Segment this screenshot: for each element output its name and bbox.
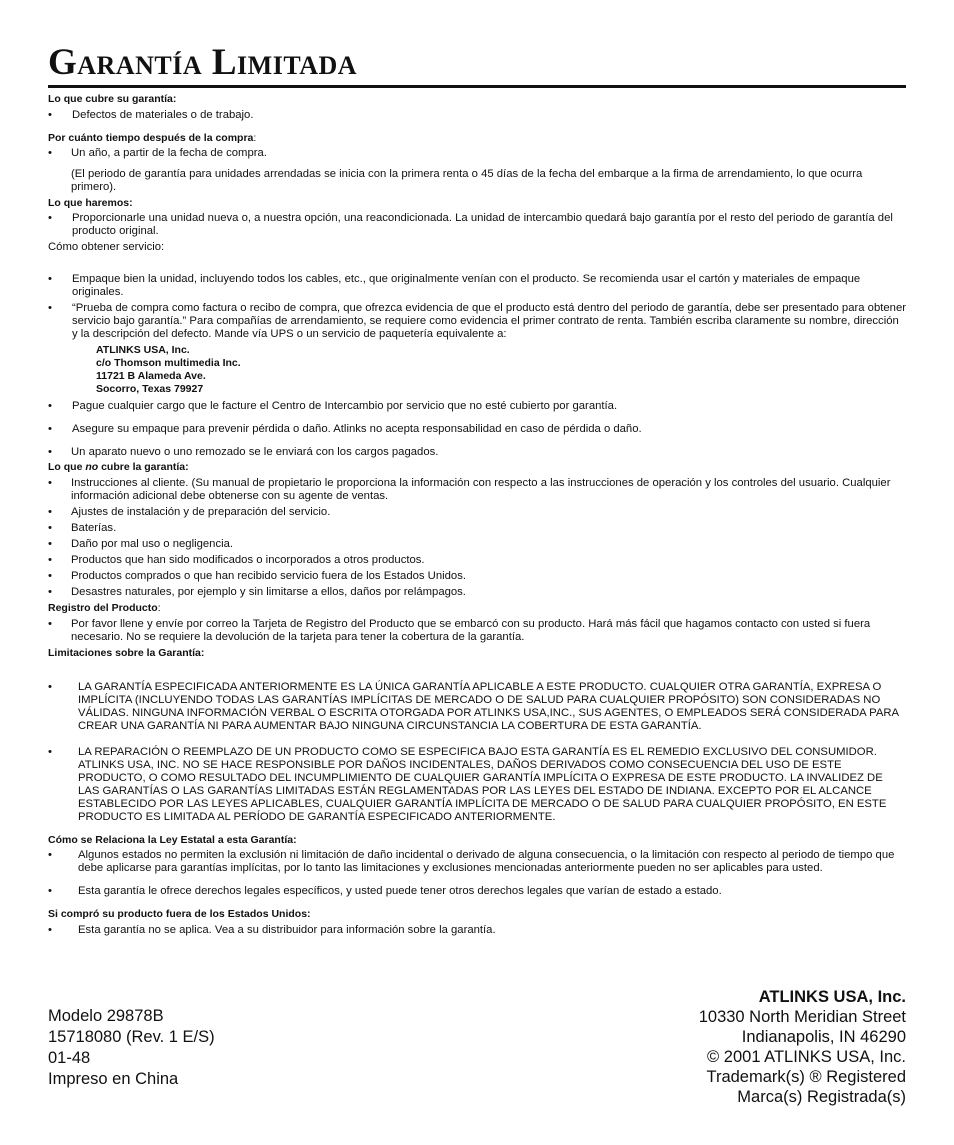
list-item: • Daño por mal uso o negligencia. (48, 538, 906, 551)
trademark-es: Marca(s) Registrada(s) (737, 1088, 906, 1106)
section-heading-state-law: Cómo se Relaciona la Ley Estatal a esta Garantía: (48, 834, 297, 846)
section-heading-not-covered: Lo que no cubre la garantía: (48, 461, 189, 473)
list-item: • Algunos estados no permiten la exclusión ni limitación de daño incidental o derivado de alguna consecuencia, o la limitación con respecto al periodo de tiempo que debe aplicarse para garantías implícitas, por lo tanto las limitaciones y exclusiones mencionadas anteriormente pueden no ser aplicables para usted. (48, 849, 906, 875)
not-covered-list (48, 477, 906, 599)
address-line: Socorro, Texas 79927 (96, 383, 204, 395)
part-number: 15718080 (Rev. 1 E/S) (48, 1028, 215, 1046)
list-item: • Baterías. (48, 522, 906, 535)
warranty-body (48, 93, 906, 937)
list-item: • Esta garantía le ofrece derechos legales específicos, y usted puede tener otros derechos legales que varían de estado a estado. (48, 885, 906, 898)
service-steps-list-2 (48, 400, 906, 459)
printed-in: Impreso en China (48, 1070, 179, 1088)
outside-us-list (48, 924, 906, 937)
limitations-list (48, 681, 906, 824)
covers-list (48, 109, 906, 122)
list-item: • Defectos de materiales o de trabajo. (48, 109, 906, 122)
address-line: ATLINKS USA, Inc. (96, 344, 190, 356)
address-line: 11721 B Alameda Ave. (96, 370, 206, 382)
warranty-page (48, 0, 906, 1145)
duration-list (48, 147, 906, 160)
lease-note: (El periodo de garantía para unidades arrendadas se inicia con la primera renta o 45 días de la fecha del embarque a la firma de arrendamiento, lo que ocurra primero). (71, 168, 863, 193)
section-heading-covers: Lo que cubre su garantía: (48, 93, 177, 105)
title-rule (48, 85, 906, 88)
state-law-list (48, 849, 906, 898)
model-number: Modelo 29878B (48, 1007, 164, 1025)
list-item: • Ajustes de instalación y de preparación del servicio. (48, 506, 906, 519)
address-line: c/o Thomson multimedia Inc. (96, 357, 241, 369)
model-info (48, 1006, 215, 1090)
company-street: 10330 North Meridian Street (698, 1008, 906, 1026)
section-heading-outside-us: Si compró su producto fuera de los Estados Unidos: (48, 908, 311, 920)
list-item: • Productos que han sido modificados o incorporados a otros productos. (48, 554, 906, 567)
registration-list (48, 618, 906, 644)
list-item: • Proporcionarle una unidad nueva o, a nuestra opción, una reacondicionada. La unidad de intercambio quedará bajo garantía por el resto del periodo de garantía del producto original. (48, 212, 906, 238)
list-item: • Pague cualquier cargo que le facture el Centro de Intercambio por servicio que no esté cubierto por garantía. (48, 400, 906, 413)
what-we-do-list (48, 212, 906, 238)
section-heading-what-we-do: Lo que haremos: (48, 197, 133, 209)
service-address (48, 344, 906, 396)
list-item: • Por favor llene y envíe por correo la Tarjeta de Registro del Producto que se embarcó con su producto. Hará más fácil que hagamos contacto con usted si fuera necesario. No se requiere la devolución de la tarjeta para tener la cobertura de la garantía. (48, 618, 906, 644)
list-item: • LA GARANTÍA ESPECIFICADA ANTERIORMENTE ES LA ÚNICA GARANTÍA APLICABLE A ESTE PRODUCTO. CUALQUIER OTRA GARANTÍA, EXPRESA O IMPLÍCITA (INCLUYENDO TODAS LAS GARANTÍAS IMPLÍCITAS DE MERCADO O DE SALUD PARA CUALQUIER PROPÓSITO) SON CONSIDERADAS NO VÁLIDAS. NINGUNA INFORMACIÓN VERBAL O ESCRITA OTORGADA POR ATLINKS USA,INC., SUS AGENTES, O EMPLEADOS SERÁ CONSIDERADA PARA CREAR UNA GARANTÍA NI PARA AUMENTAR BAJO NINGUNA CIRCUNSTANCIA LA COBERTURA DE ESTA GARANTÍA. (48, 681, 906, 733)
trademark-en: Trademark(s) ® Registered (706, 1068, 906, 1086)
section-heading-duration: Por cuánto tiempo después de la compra: (48, 132, 257, 144)
list-item: • Instrucciones al cliente. (Su manual de propietario le proporciona la información con respecto a las instrucciones de operación y los controles del usuario. Cualquier información adicional debe obtenerse con su agente de ventas. (48, 477, 906, 503)
print-code: 01-48 (48, 1049, 91, 1067)
list-item: • “Prueba de compra como factura o recibo de compra, que ofrezca evidencia de que el producto está dentro del periodo de garantía, debe ser presentado para obtener servicio bajo garantía.” Para compañías de arrendamiento, se requiere como evidencia el primer contrato de renta. También escriba claramente su nombre, dirección y la descripción del defecto. Mande vía UPS o un servicio de paquetería equivalente a: (48, 302, 906, 341)
list-item: • Asegure su empaque para prevenir pérdida o daño. Atlinks no acepta responsabilidad en caso de pérdida o daño. (48, 423, 906, 436)
company-info (699, 987, 906, 1107)
service-subheading: Cómo obtener servicio: (48, 241, 165, 253)
list-item: • Un aparato nuevo o uno remozado se le enviará con los cargos pagados. (48, 446, 906, 459)
list-item: • Un año, a partir de la fecha de compra. (48, 147, 906, 160)
list-item: • LA REPARACIÓN O REEMPLAZO DE UN PRODUCTO COMO SE ESPECIFICA BAJO ESTA GARANTÍA ES EL REMEDIO EXCLUSIVO DEL CONSUMIDOR. ATLINKS USA, INC. NO SE HACE RESPONSIBLE POR DAÑOS INCIDENTALES, DAÑOS DERIVADOS COMO CONSECUENCIA DEL USO DE ESTE PRODUCTO, O COMO RESULTADO DEL INCUMPLIMIENTO DE CUALQUIER GARANTÍA IMPLÍCITA O EXPRESA DE ESTE PRODUCTO. LA INVALIDEZ DE LAS GARANTÍAS O LAS GARANTÍAS LIMITADAS ESTÁN REGLAMENTADAS POR LAS LEYES DEL ESTADO DE INDIANA. EXCEPTO POR EL ALCANCE ESTABLECIDO POR LAS LEYES APLICABLES, CUALQUIER GARANTÍA IMPLÍCITA DE MERCADO O DE SALUD PARA CUALQUIER PROPÓSITO, EN ESTE PRODUCTO ES LIMITADA AL PERÍODO DE GARANTÍA ESPECIFICADO ANTERIORMENTE. (48, 746, 906, 824)
service-steps-list (48, 273, 906, 341)
list-item: • Esta garantía no se aplica. Vea a su distribuidor para información sobre la garantía. (48, 924, 906, 937)
company-name: ATLINKS USA, Inc. (758, 988, 906, 1006)
company-city: Indianapolis, IN 46290 (741, 1028, 906, 1046)
list-item: • Productos comprados o que han recibido servicio fuera de los Estados Unidos. (48, 570, 906, 583)
section-heading-limitations: Limitaciones sobre la Garantía: (48, 647, 205, 659)
copyright: © 2001 ATLINKS USA, Inc. (707, 1048, 906, 1066)
page-title: Garantía Limitada (48, 42, 358, 83)
list-item: • Desastres naturales, por ejemplo y sin limitarse a ellos, daños por relámpagos. (48, 586, 906, 599)
section-heading-registration: Registro del Producto: (48, 602, 161, 614)
list-item: • Empaque bien la unidad, incluyendo todos los cables, etc., que originalmente venían con el producto. Se recomienda usar el cartón y materiales de empaque originales. (48, 273, 906, 299)
